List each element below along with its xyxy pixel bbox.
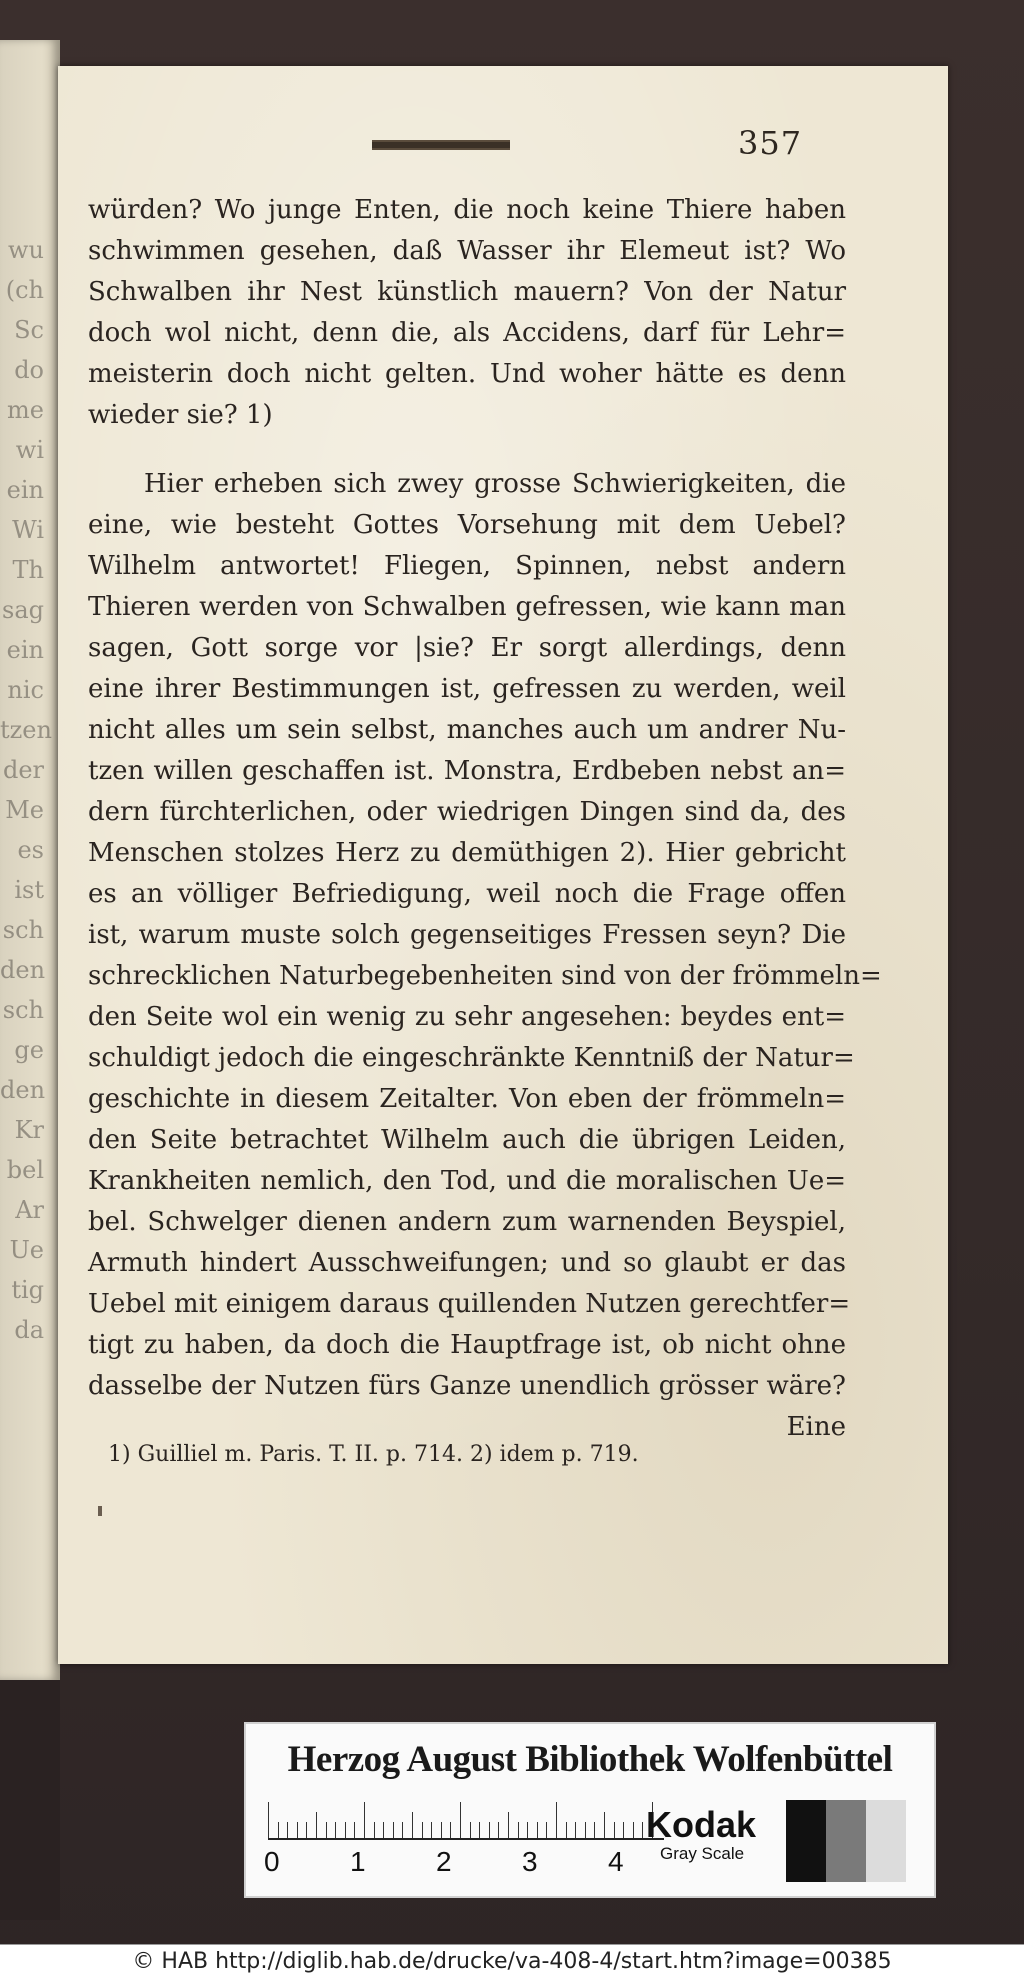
ruler-tick: [268, 1802, 269, 1838]
text-line: schuldigt jedoch die eingeschränkte Kenntniß der Natur=: [88, 1043, 855, 1073]
text-line: eine, wie besteht Gottes Vorsehung mit dem Uebel?: [88, 510, 846, 540]
ruler-number: 2: [436, 1846, 452, 1877]
facing-page-fragment: nic: [7, 676, 44, 704]
facing-page-fragment: Sc: [14, 316, 44, 344]
text-line: dern fürchterlichen, oder wiedrigen Dingen sind da, des: [88, 797, 846, 827]
facing-page-fragment: ein: [6, 636, 44, 664]
ruler-tick: [546, 1822, 547, 1838]
ruler-tick: [402, 1822, 403, 1838]
ruler-tick: [383, 1822, 384, 1838]
ruler-tick: [297, 1822, 298, 1838]
text-line: doch wol nicht, denn die, als Accidens, darf für Lehr=: [88, 318, 846, 348]
copyright-text: © HAB http://diglib.hab.de/drucke/va-408-4/start.htm?image=00385: [132, 1949, 892, 1974]
ruler-tick: [479, 1822, 480, 1838]
facing-page-fragment: sch: [2, 996, 44, 1024]
ruler-tick: [326, 1822, 327, 1838]
facing-page-fragment: Kr: [14, 1116, 44, 1144]
text-line: wieder sie? 1): [88, 400, 273, 430]
ruler-tick: [642, 1822, 643, 1838]
facing-page-fragment: sag: [2, 596, 44, 624]
page-number: 357: [738, 124, 803, 162]
facing-page-fragment: der: [2, 756, 44, 784]
ruler-tick: [537, 1822, 538, 1838]
ruler-tick: [441, 1822, 442, 1838]
text-line: dasselbe der Nutzen fürs Ganze unendlich grösser wäre?: [88, 1371, 846, 1401]
ruler-tick: [287, 1822, 288, 1838]
paragraph-gap: [88, 436, 846, 464]
text-line: Krankheiten nemlich, den Tod, und die moralischen Ue=: [88, 1166, 846, 1196]
facing-page-fragment: bel: [6, 1156, 44, 1184]
facing-page-fragment: (ch: [5, 276, 44, 304]
text-line: würden? Wo junge Enten, die noch keine Thiere haben: [88, 195, 846, 225]
copyright-bar: [0, 1944, 1024, 1981]
text-line: es an völliger Befriedigung, weil noch die Frage offen: [88, 879, 846, 909]
scanner-background: [0, 1680, 60, 1920]
text-line: bel. Schwelger dienen andern zum warnenden Beyspiel,: [88, 1207, 846, 1237]
ruler-tick: [614, 1822, 615, 1838]
text-line: Wilhelm antwortet! Fliegen, Spinnen, nebst andern: [88, 551, 846, 581]
facing-page-fragment: ein: [6, 476, 44, 504]
ruler-tick: [508, 1812, 509, 1838]
facing-page-fragment: Me: [5, 796, 44, 824]
header-rule: [372, 140, 510, 150]
text-line: Menschen stolzes Herz zu demüthigen 2). Hier gebricht: [88, 838, 846, 868]
facing-page-fragment: Wi: [12, 516, 44, 544]
ruler-tick: [316, 1812, 317, 1838]
ruler-number: 0: [264, 1846, 280, 1877]
gray-swatch: [826, 1800, 866, 1882]
text-line: schrecklichen Naturbegebenheiten sind von der frömmeln=: [88, 961, 882, 991]
text-line: den Seite betrachtet Wilhelm auch die übrigen Leiden,: [88, 1125, 846, 1155]
text-line: Armuth hindert Ausschweifungen; und so glaubt er das: [88, 1248, 846, 1278]
facing-page-fragment: Ar: [15, 1196, 44, 1224]
ruler-tick: [498, 1822, 499, 1838]
text-line: eine ihrer Bestimmungen ist, gefressen zu werden, weil: [88, 674, 846, 704]
text-line: Eine: [786, 1412, 846, 1442]
ruler-tick: [431, 1822, 432, 1838]
gray-scale-label: Gray Scale: [660, 1844, 745, 1863]
page-mark: [98, 1506, 102, 1516]
facing-page-fragment: tig: [11, 1276, 44, 1304]
black-swatch: [786, 1800, 826, 1882]
ruler-tick: [354, 1822, 355, 1838]
ruler-tick: [633, 1822, 634, 1838]
ruler-tick: [364, 1802, 365, 1838]
kodak-logo: Kodak: [646, 1804, 757, 1845]
ruler-tick: [470, 1822, 471, 1838]
light-swatch: [866, 1800, 906, 1882]
facing-page-fragment: Th: [12, 556, 44, 584]
ruler-number: 4: [608, 1846, 624, 1877]
ruler-tick: [412, 1812, 413, 1838]
facing-page-fragment: wi: [15, 436, 44, 464]
ruler-tick: [518, 1822, 519, 1838]
ruler-tick: [566, 1822, 567, 1838]
ruler-tick: [393, 1822, 394, 1838]
text-line: ist, warum muste solch gegenseitiges Fressen seyn? Die: [88, 920, 846, 950]
ruler-number: 1: [350, 1846, 366, 1877]
facing-page-fragment: den: [0, 1076, 46, 1104]
facing-page-fragment: do: [14, 356, 44, 384]
text-line: den Seite wol ein wenig zu sehr angesehen: beydes ent=: [88, 1002, 846, 1032]
facing-page-fragment: es: [17, 836, 44, 864]
facing-page-fragment: ist: [14, 876, 44, 904]
facing-page-fragment: sch: [2, 916, 44, 944]
ruler-tick: [585, 1822, 586, 1838]
facing-page-text: [0, 230, 52, 1460]
ruler-tick: [527, 1822, 528, 1838]
text-line: meisterin doch nicht gelten. Und woher hätte es denn: [88, 359, 846, 389]
facing-page-fragment: da: [14, 1316, 44, 1344]
scale-ruler: [264, 1802, 668, 1888]
ruler-tick: [623, 1822, 624, 1838]
facing-page-fragment: ge: [14, 1036, 44, 1064]
page-body-text: [88, 190, 882, 1448]
text-line: Thieren werden von Schwalben gefressen, wie kann man: [88, 592, 846, 622]
text-line: tzen willen geschaffen ist. Monstra, Erdbeben nebst an=: [88, 756, 846, 786]
facing-page-edge: [0, 40, 60, 1680]
ruler-tick: [460, 1802, 461, 1838]
text-line: nicht alles um sein selbst, manches auch um andrer Nu-: [88, 715, 846, 745]
ruler-tick: [278, 1822, 279, 1838]
footnote: 1) Guilliel m. Paris. T. II. p. 714. 2) idem p. 719.: [108, 1442, 639, 1467]
calibration-card: [244, 1722, 936, 1898]
ruler-tick: [594, 1822, 595, 1838]
text-line: schwimmen gesehen, daß Wasser ihr Elemeut ist? Wo: [88, 236, 846, 266]
ruler-tick: [335, 1822, 336, 1838]
ruler-tick: [306, 1822, 307, 1838]
ruler-tick: [604, 1812, 605, 1838]
facing-page-fragment: Ue: [9, 1236, 44, 1264]
ruler-tick: [450, 1822, 451, 1838]
facing-page-fragment: me: [7, 396, 44, 424]
text-line: geschichte in diesem Zeitalter. Von eben der frömmeln=: [88, 1084, 846, 1114]
ruler-tick: [374, 1822, 375, 1838]
ruler-tick: [556, 1802, 557, 1838]
ruler-tick: [422, 1822, 423, 1838]
text-line: Hier erheben sich zwey grosse Schwierigkeiten, die: [144, 469, 846, 499]
text-line: Uebel mit einigem daraus quillenden Nutzen gerechtfer=: [88, 1289, 851, 1319]
facing-page-fragment: tzen: [0, 716, 52, 744]
book-page: [58, 66, 948, 1664]
text-line: sagen, Gott sorge vor |sie? Er sorgt allerdings, denn: [88, 633, 846, 663]
ruler-tick: [489, 1822, 490, 1838]
ruler-number: 3: [522, 1846, 538, 1877]
facing-page-fragment: wu: [8, 236, 44, 264]
ruler-tick: [575, 1822, 576, 1838]
ruler-tick: [345, 1822, 346, 1838]
text-line: tigt zu haben, da doch die Hauptfrage ist, ob nicht ohne: [88, 1330, 846, 1360]
facing-page-fragment: den: [0, 956, 46, 984]
library-title: Herzog August Bibliothek Wolfenbüttel: [287, 1739, 893, 1780]
ruler-baseline: [268, 1838, 664, 1840]
text-line: Schwalben ihr Nest künstlich mauern? Von der Natur: [88, 277, 846, 307]
